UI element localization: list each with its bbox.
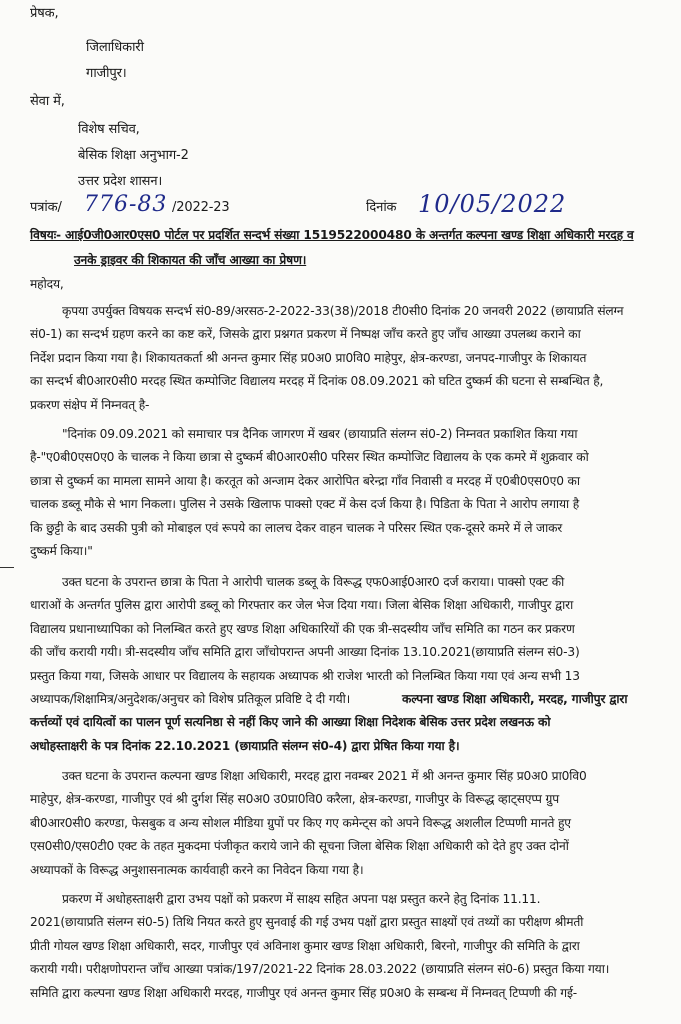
ref-label: पत्रांक/ <box>30 200 62 215</box>
ref-suffix: /2022-23 <box>172 200 230 215</box>
quote-line: "दिनांक 09.09.2021 को समाचार पत्र दैनिक जागरण में खबर (छायाप्रति संलग्न सं0-2) निम्नवत प्रकाशित किया गया <box>62 427 578 441</box>
date-handwritten: 10/05/2022 <box>418 190 567 218</box>
para2-bold-tail: कल्पना खण्ड शिक्षा अधिकारी, मरदह, गाजीपुर द्वारा <box>402 692 628 706</box>
para2-line: अध्यापक/शिक्षामित्र/अनुदेशक/अनुचर को विशेष प्रतिकूल प्रविष्टि दे दी गयी। <box>30 692 351 706</box>
para3-line: अध्यापकों के विरूद्ध अनुशासनात्मक कार्यवाही करने का निवेदन किया गया है। <box>30 863 364 877</box>
sender-name: जिलाधिकारी <box>86 40 144 55</box>
quote-line: चालक डब्लू मौके से भाग निकला। पुलिस ने उसके खिलाफ पाक्सो एक्ट में केस दर्ज किया है। पिडिता के पिता ने आरोप लगाया है <box>30 497 580 511</box>
para3-line: माहेपुर, क्षेत्र-करण्डा, गाजीपुर एवं श्री दुर्गश सिंह स0अ0 उ0प्रा0वि0 करैला, क्षेत्र-करण्डा, गाजीपुर के विरूद्ध व्हाट्सएप्प ग्रुप <box>30 792 559 806</box>
margin-mark <box>0 567 14 568</box>
para2-line: प्रस्तुत किया गया, जिसके आधार पर विद्यालय के सहायक अध्यापक श्री राजेश भारती को निलम्बित किया गया एवं अन्य सभी 13 <box>30 669 580 683</box>
para4-line: करायी गयी। परीक्षणोपरान्त जाँच आख्या पत्रांक/197/2021-22 दिनांक 28.03.2022 (छायाप्रति संलग्न सं0-6) प्रस्तुत किया गया। <box>30 962 610 976</box>
para4-line: प्रकरण में अधोहस्ताक्षरी द्वारा उभय पक्षों को प्रकरण में साक्ष्य सहित अपना पक्ष प्रस्तुत करने हेतु दिनांक 11.11. <box>62 892 541 906</box>
para2-line: धाराओं के अन्तर्गत पुलिस द्वारा आरोपी डब्लू को गिरफ्तार कर जेल भेज दिया गया। जिला बेसिक शिक्षा अधिकारी, गाजीपुर द्वारा <box>30 598 574 612</box>
subject-line-2: उनके ड्राइवर की शिकायत की जाँच आख्या का प्रेषण। <box>74 253 307 267</box>
para1-line: का सन्दर्भ बी0आर0सी0 मरदह स्थित कम्पोजिट विद्यालय मरदह में दिनांक 08.09.2021 को घटित दुष्कर्म की घटना से सम्बन्धित है, <box>30 374 604 388</box>
para2-bold-line: अधोहस्ताक्षरी के पत्र दिनांक 22.10.2021 (छायाप्रति संलग्न सं0-4) द्वारा प्रेषित किया गया है। <box>30 739 460 753</box>
para1-line: कृपया उपर्युक्त विषयक सन्दर्भ सं0-89/अरसठ-2-2022-33(38)/2018 टी0सी0 दिनांक 20 जनवरी 2022 (छायाप्रति संलग्न <box>62 304 624 318</box>
date-label: दिनांक <box>366 200 397 215</box>
quote-line: छात्रा से दुष्कर्म का मामला सामने आया है। करतूत को अन्जाम देकर आरोपित बरेन्द्रा गाँव निवासी व मरदह में ए0बी0एस0ए0 का <box>30 474 580 488</box>
para1-line: प्रकरण संक्षेप में निम्नवत् है- <box>30 398 150 412</box>
para2-line: उक्त घटना के उपरान्त छात्रा के पिता ने आरोपी चालक डब्लू के विरूद्ध एफ0आई0आर0 दर्ज कराया। पाक्सो एक्ट की <box>62 575 565 589</box>
subject-line-1: विषयः- आई0जी0आर0एस0 पोर्टल पर प्रदर्शित सन्दर्भ संख्या 1519522000480 के अन्तर्गत कल्पना खण्ड शिक्षा अधिकारी मरदह व <box>30 228 634 242</box>
para2-bold-line: कर्त्तव्यों एवं दायित्वों का पालन पूर्ण सत्यनिष्ठा से नहीं किए जाने की आख्या शिक्षा निदेशक बेसिक उत्तर प्रदेश लखनऊ को <box>30 715 551 729</box>
para4-line: समिति द्वारा कल्पना खण्ड शिक्षा अधिकारी मरदह, गाजीपुर एवं अनन्त कुमार सिंह प्र0अ0 के सम्बन्ध में निम्नवत् टिप्पणी की गई- <box>30 986 578 1000</box>
para2-line: विद्यालय प्रधानाध्यापिका को निलम्बित करते हुए खण्ड शिक्षा अधिकारियों की एक त्री-सदस्यीय जाँच समिति का गठन कर प्रकरण <box>30 622 575 636</box>
sender-label: प्रेषक, <box>30 6 59 21</box>
para4-line: 2021(छायाप्रति संलग्न सं0-5) तिथि नियत करते हुए सुनवाई की गई उभय पक्षों द्वारा प्रस्तुत साक्ष्यों एवं तथ्यों का परीक्षण श्रीमती <box>30 915 584 929</box>
to-dept: बेसिक शिक्षा अनुभाग-2 <box>78 148 189 163</box>
para1-line: सं0-1) का सन्दर्भ ग्रहण करने का कष्ट करें, जिसके द्वारा प्रश्नगत प्रकरण में निष्पक्ष जाँच करते हुए जाँच आख्या उपलब्ध कराने का <box>30 327 581 341</box>
para1-line: निर्देश प्रदान किया गया है। शिकायतकर्ता श्री अनन्त कुमार सिंह प्र0अ0 प्रा0वि0 माहेपुर, क्षेत्र-करण्डा, जनपद-गाजीपुर के शिकायत <box>30 351 587 365</box>
para3-line: एस0सी0/एस0टी0 एक्ट के तहत मुकदमा पंजीकृत कराये जाने की सूचना जिला बेसिक शिक्षा अधिकारी को देते हुए उक्त दोनों <box>30 839 569 853</box>
para4-line: प्रीती गोयल खण्ड शिक्षा अधिकारी, सदर, गाजीपुर एवं अविनाश कुमार खण्ड शिक्षा अधिकारी, बिरनो, गाजीपुर की समिति के द्वारा <box>30 939 580 953</box>
quote-line: कि छुट्टी के बाद उसकी पुत्री को मोबाइल एवं रूपये का लालच देकर वाहन चालक ने परिसर स्थित एक-दूसरे कमरे में ले जाकर <box>30 521 563 535</box>
ref-number-handwritten: 776-83 <box>84 192 168 217</box>
to-govt: उत्तर प्रदेश शासन। <box>78 174 163 189</box>
sender-place: गाजीपुर। <box>86 66 127 81</box>
quote-line: है-"ए0बी0एस0ए0 के चालक ने किया छात्रा से दुष्कर्म बी0आर0सी0 परिसर स्थित कम्पोजिट विद्यालय के एक कमरे में शुक्रवार को <box>30 450 589 464</box>
to-label: सेवा में, <box>30 94 65 109</box>
para3-line: उक्त घटना के उपरान्त कल्पना खण्ड शिक्षा अधिकारी, मरदह द्वारा नवम्बर 2021 में श्री अनन्त कुमार सिंह प्र0अ0 प्रा0वि0 <box>62 769 587 783</box>
salutation: महोदय, <box>30 277 64 291</box>
para2-line: की जाँच करायी गयी। त्री-सदस्यीय जाँच समिति द्वारा जाँचोपरान्त अपनी आख्या दिनांक 13.10.2021(छायाप्रति संलग्न सं0-3) <box>30 645 580 659</box>
quote-line: दुष्कर्म किया।" <box>30 544 93 558</box>
to-title: विशेष सचिव, <box>78 122 140 137</box>
para3-line: बी0आर0सी0 करण्डा, फेसबुक व अन्य सोशल मीडिया ग्रुपों पर किए गए कमेन्ट्स को अपने विरूद्ध अशलील टिप्पणी मानते हुए <box>30 816 571 830</box>
